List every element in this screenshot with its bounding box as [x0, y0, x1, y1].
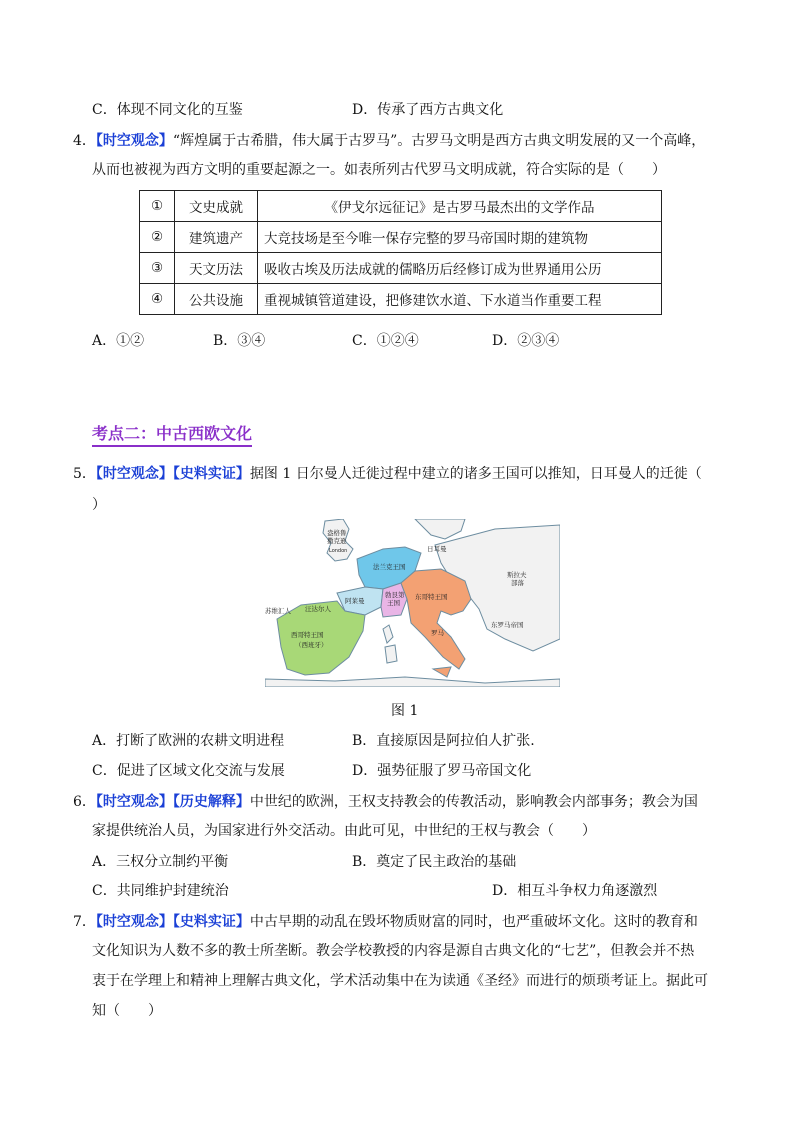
label-burgundy2: 王国: [387, 599, 400, 607]
q5-option-d[interactable]: D．强势征服了罗马帝国文化: [352, 763, 532, 779]
label-slavs: 斯拉夫: [507, 571, 527, 579]
label-alamanni: 阿莱曼: [345, 597, 365, 605]
q6-option-a[interactable]: A．三权分立制约平衡: [92, 854, 229, 870]
label-ostrogoth: 东哥特王国: [415, 593, 448, 601]
row-description: 重视城镇管道建设，把修建饮水道、下水道当作重要工程: [258, 284, 662, 315]
label-franks: 法兰克王国: [373, 563, 406, 571]
tag-evidence: 【史料实证】: [172, 466, 250, 482]
question-text-line2: ）: [92, 497, 106, 513]
question-text-line1: 据图 1 日尔曼人迁徙过程中建立的诸多王国可以推知，日耳曼人的迁徙（: [249, 466, 702, 482]
row-category: 建筑遗产: [175, 222, 258, 253]
label-visigoth: 西哥特王国: [291, 631, 324, 639]
label-suevi: 苏维汇人: [265, 607, 291, 615]
q6-option-b[interactable]: B．奠定了民主政治的基础: [352, 854, 517, 870]
table-row: [140, 191, 662, 222]
question-7: [73, 911, 698, 931]
question-text-line3: 衷于在学理上和精神上理解古典文化，学术活动集中在为读通《圣经》而进行的烦琐考证上。据此可: [92, 973, 708, 989]
q5-option-b[interactable]: B．直接原因是阿拉伯人扩张.: [352, 733, 535, 749]
question-text-line1: 中世纪的欧洲，王权支持教会的传教活动，影响教会内部事务；教会为国: [249, 794, 698, 810]
tag-interpretation: 【历史解释】: [172, 794, 250, 810]
label-visigoth2: （西班牙）: [295, 641, 328, 649]
question-text-line2: 从而也被视为西方文明的重要起源之一。如表所列古代罗马文明成就，符合实际的是（ ）: [92, 162, 666, 178]
question-text-line1: 中古早期的动乱在毁坏物质财富的同时，也严重破坏文化。这时的教育和: [249, 914, 698, 930]
q4-option-a[interactable]: A．①②: [92, 333, 145, 349]
q4-option-c[interactable]: C．①②④: [352, 333, 419, 349]
question-number: 5．: [73, 466, 96, 482]
row-description: 大竞技场是至今唯一保存完整的罗马帝国时期的建筑物: [258, 222, 662, 253]
section-heading: 考点二：中古西欧文化: [92, 421, 252, 447]
tag-spacetime: 【时空观念】: [95, 794, 173, 810]
row-number: ①: [140, 191, 175, 222]
label-anglo: 盎格鲁: [327, 529, 347, 537]
label-frisian: 日耳曼: [427, 545, 447, 553]
row-category: 文史成就: [175, 191, 258, 222]
tag-spacetime: 【时空观念】: [95, 133, 173, 149]
q6-option-d[interactable]: D．相互斗争权力角逐激烈: [492, 883, 658, 899]
row-description: 吸收古埃及历法成就的儒略历后经修订成为世界通用公历: [258, 253, 662, 284]
q3-option-d[interactable]: D．传承了西方古典文化: [352, 102, 504, 118]
question-4: [73, 130, 705, 150]
table-row: [140, 253, 662, 284]
question-text-line4: 知（ ）: [92, 1003, 162, 1019]
label-saxons: 撒克逊: [327, 537, 347, 545]
table-row: [140, 222, 662, 253]
q5-option-a[interactable]: A．打断了欧洲的农耕文明进程: [92, 733, 285, 749]
figure-caption: 图 1: [391, 703, 419, 719]
row-category: 公共设施: [175, 284, 258, 315]
row-number: ③: [140, 253, 175, 284]
tag-evidence: 【史料实证】: [172, 914, 250, 930]
germanic-kingdoms-map: [265, 519, 560, 687]
question-number: 4．: [73, 133, 96, 149]
row-number: ②: [140, 222, 175, 253]
question-number: 7．: [73, 914, 96, 930]
question-text-line1: “辉煌属于古希腊，伟大属于古罗马”。古罗马文明是西方古典文明发展的又一个高峰，: [172, 133, 706, 149]
row-description: 《伊戈尔远征记》是古罗马最杰出的文学作品: [258, 191, 662, 222]
question-6: [73, 791, 698, 811]
q3-option-c[interactable]: C．体现不同文化的互鉴: [92, 102, 243, 118]
label-london: London: [329, 548, 348, 554]
q4-option-d[interactable]: D．②③④: [492, 333, 560, 349]
label-eastrome: 东罗马帝国: [491, 621, 524, 629]
question-5: [73, 463, 702, 483]
tag-spacetime: 【时空观念】: [95, 914, 173, 930]
sardinia-island: [385, 645, 397, 663]
question-text-line2: 家提供统治人员，为国家进行外交活动。由此可见，中世纪的王权与教会（ ）: [92, 823, 596, 839]
achievements-table: [139, 190, 662, 315]
q5-option-c[interactable]: C．促进了区域文化交流与发展: [92, 763, 285, 779]
label-burgundy: 勃艮第: [385, 591, 405, 599]
table-row: [140, 284, 662, 315]
question-number: 6．: [73, 794, 96, 810]
label-slavs2: 部落: [511, 579, 524, 587]
question-text-line2: 文化知识为人数不多的教士所垄断。教会学校教授的内容是源自古典文化的“七艺”，但教会并不热: [92, 943, 695, 959]
tag-spacetime: 【时空观念】: [95, 466, 173, 482]
q6-option-c[interactable]: C．共同维护封建统治: [92, 883, 229, 899]
q4-option-b[interactable]: B．③④: [213, 333, 266, 349]
label-rome: 罗马: [431, 629, 444, 637]
row-category: 天文历法: [175, 253, 258, 284]
label-vandals: 汪达尔人: [305, 605, 331, 613]
row-number: ④: [140, 284, 175, 315]
